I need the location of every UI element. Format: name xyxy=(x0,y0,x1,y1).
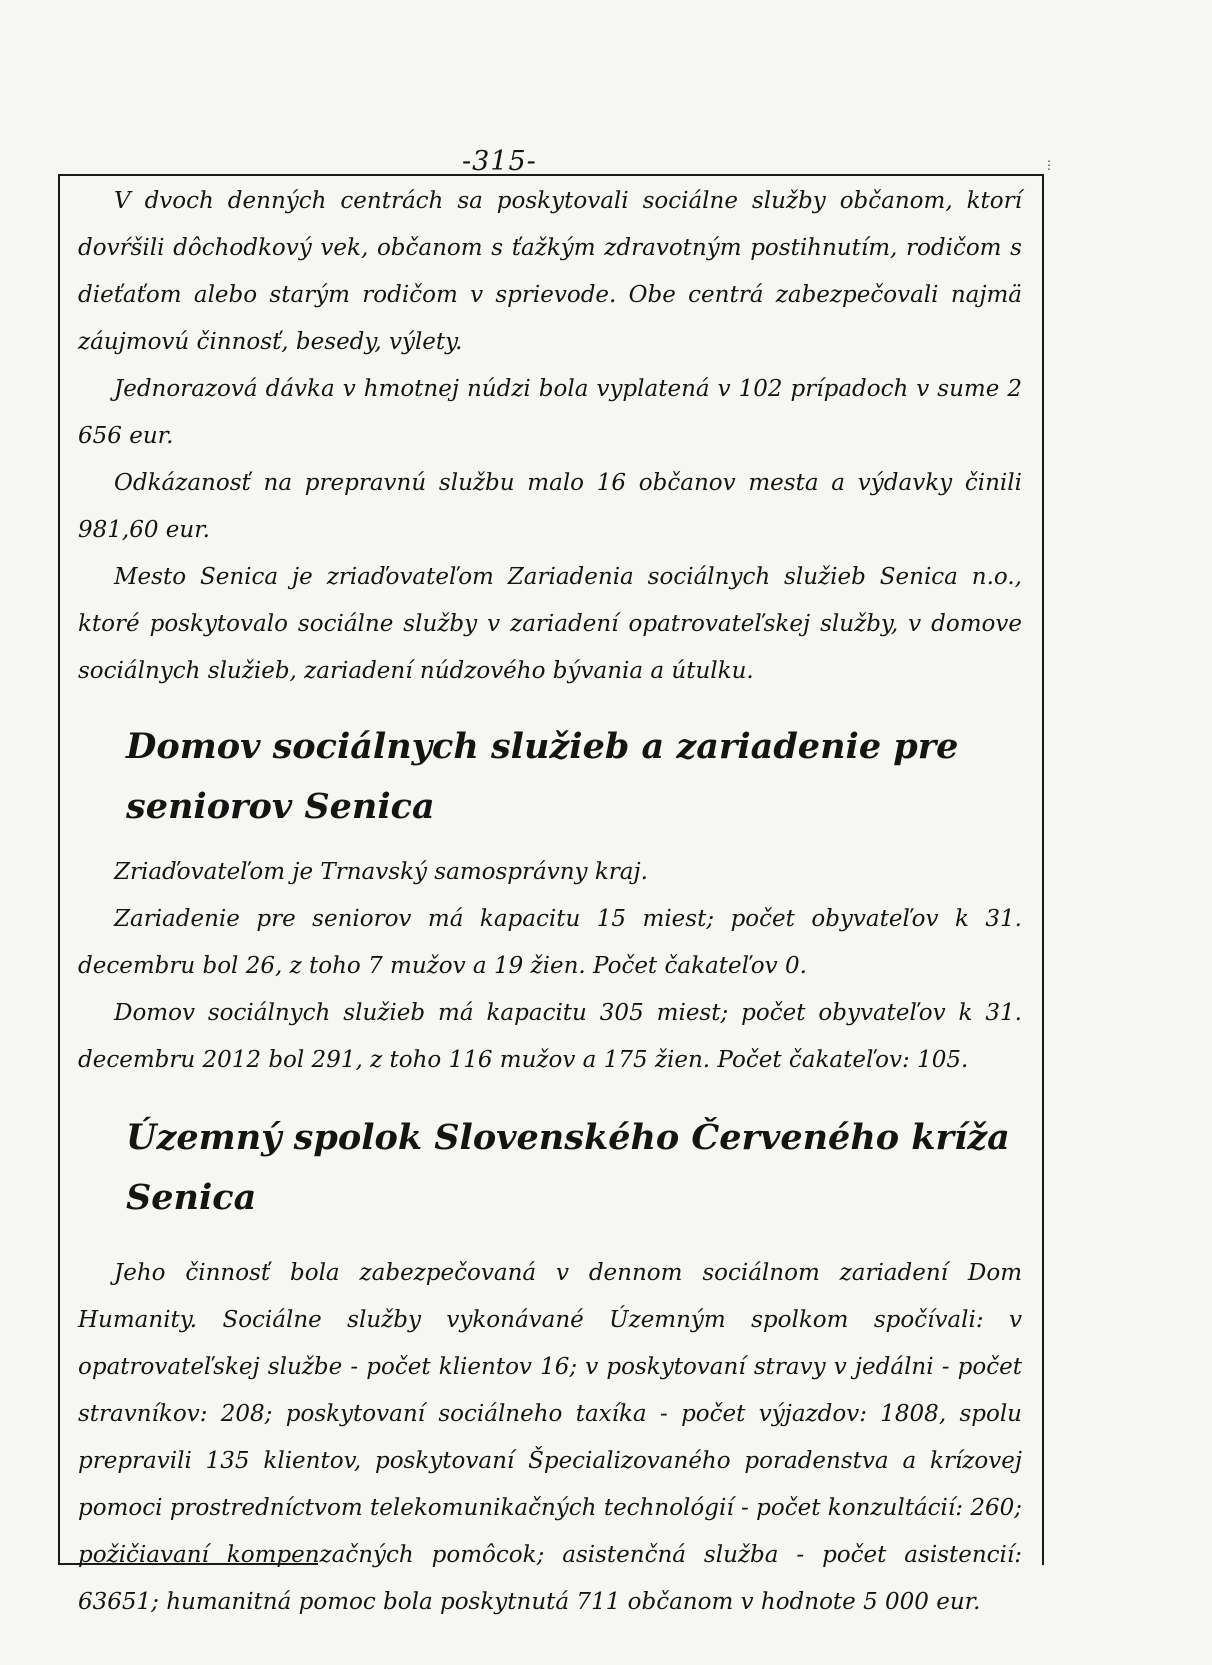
paragraph-red-cross-activity: Jeho činnosť bola zabezpečovaná v dennom sociálnom zariadení Dom Humanity. Sociálne služby vykonávané Územným spolkom spočívali: v opatrovateľskej službe - počet klientov 16; v poskytovaní stravy v jedálni - počet stravníkov: 208; poskytovaní sociálneho taxíka - počet výjazdov: 1808, spolu prepravili 135 klientov, poskytovaní Špecializovaného poradenstva a krízovej pomoci prostredníctvom telekomunikačných technológií - počet konzultácií: 260; požičiavaní kompenzačných pomôcok; asistenčná služba - počet asistencií: 63651; humanitná pomoc bola poskytnutá 711 občanom v hodnote 5 000 eur. xyxy=(78,1260,1022,1615)
paragraph-one-time-benefit: Jednorazová dávka v hmotnej núdzi bola vyplatená v 102 prípadoch v sume 2 656 eur. xyxy=(78,376,1022,449)
page-number: -315- xyxy=(462,146,537,177)
section-heading-red-cross: Územný spolok Slovenského Červeného kríža Senica xyxy=(126,1117,1010,1218)
section-heading-social-home: Domov sociálnych služieb a zariadenie pre seniorov Senica xyxy=(126,726,959,827)
paragraph-social-facility: Mesto Senica je zriaďovateľom Zariadenia sociálnych služieb Senica n.o., ktoré poskytovalo sociálne služby v zariadení opatrovateľskej služby, v domove sociálnych služieb, zariadení núdzového bývania a útulku. xyxy=(78,564,1022,684)
chronicle-text xyxy=(78,178,1022,1626)
paragraph-founder: Zriaďovateľom je Trnavský samosprávny kraj. xyxy=(114,859,648,885)
paragraph-social-home-capacity: Domov sociálnych služieb má kapacitu 305 miest; počet obyvateľov k 31. decembru 2012 bol 291, z toho 116 mužov a 175 žien. Počet čakateľov: 105. xyxy=(78,1000,1022,1073)
paragraph-senior-facility: Zariadenie pre seniorov má kapacitu 15 miest; počet obyvateľov k 31. decembru bol 26, z toho 7 mužov a 19 žien. Počet čakateľov 0. xyxy=(78,906,1022,979)
paragraph-transport-service: Odkázanosť na prepravnú službu malo 16 občanov mesta a výdavky činili 981,60 eur. xyxy=(78,470,1022,543)
margin-dot-decoration: ⋮ xyxy=(1043,158,1055,172)
paragraph-day-centers: V dvoch denných centrách sa poskytovali sociálne služby občanom, ktorí dovŕšili dôchodkový vek, občanom s ťažkým zdravotným postihnutím, rodičom s dieťaťom alebo starým rodičom v sprievode. Obe centrá zabezpečovali najmä záujmovú činnosť, besedy, výlety. xyxy=(78,188,1022,355)
